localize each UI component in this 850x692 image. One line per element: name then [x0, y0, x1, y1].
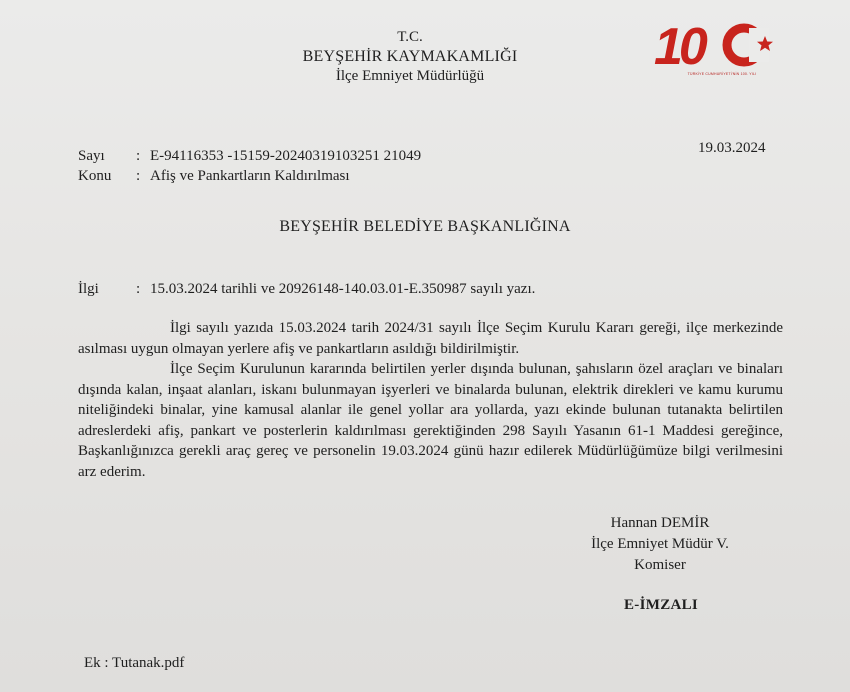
ilgi-label: İlgi — [78, 281, 99, 297]
letterhead-mudurluk: İlçe Emniyet Müdürlüğü — [335, 67, 485, 84]
sayi-colon: : — [136, 148, 141, 164]
ilgi-colon: : — [136, 281, 141, 297]
centennial-logo-caption: TÜRKİYE CUMHURİYETİ'NİN 100. YILI — [687, 72, 757, 76]
sayi-value: E-94116353 -15159-20240319103251 21049 — [150, 148, 422, 164]
signer-name: Hannan DEMİR — [610, 515, 710, 531]
letterhead-kaymakamlik: BEYŞEHİR KAYMAKAMLIĞI — [302, 47, 518, 65]
addressee: BEYŞEHİR BELEDİYE BAŞKANLIĞINA — [279, 218, 571, 235]
attachment-line: Ek : Tutanak.pdf — [84, 655, 185, 671]
konu-label: Konu — [78, 168, 112, 185]
document-date: 19.03.2024 — [698, 140, 766, 156]
letter-body — [78, 318, 783, 482]
body-paragraph-2: İlçe Seçim Kurulunun kararında belirtilen yerler dışında bulunan, şahısların özel araçları ve binaları dışında kalan, inşaat alanları, iskanı bulunmayan işyerleri ve binalarda bulunan, elektrik direkleri ve kamu kurumu niteliğindeki binalar, yine kamusal alanlar ile genel yollar ara yollarda, yazı ekinde bulunan tutanakta belirtilen adreslerdeki afiş, pankart ve posterlerin kaldırılması gerektiğinden 298 Sayılı Yasanın 61-1 Maddesi gereğince, Başkanlığınızca gerekli araç gereç ve personelin 19.03.2024 günü hazır edilerek Müdürlüğümüze bilgi verilmesini arz ederim. — [78, 361, 783, 480]
signer-title: İlçe Emniyet Müdür V. — [591, 536, 729, 552]
sayi-row — [78, 146, 421, 166]
letterhead-tc: T.C. — [397, 29, 423, 45]
konu-colon: : — [136, 168, 141, 185]
ilgi-row — [78, 281, 535, 298]
centennial-logo — [652, 14, 782, 84]
e-signature-mark: E-İMZALI — [624, 597, 699, 613]
sayi-label: Sayı — [78, 148, 105, 164]
centennial-logo-icon — [652, 14, 782, 72]
konu-row — [78, 166, 421, 186]
svg-text:10: 10 — [654, 18, 704, 72]
signature-block — [580, 513, 740, 576]
body-paragraph-1: İlgi sayılı yazıda 15.03.2024 tarih 2024/31 sayılı İlçe Seçim Kurulu Kararı gereği, ilçe merkezinde asılması uygun olmayan yerlere afiş ve pankartların asıldığı bildirilmiştir. — [78, 320, 783, 357]
ilgi-value: 15.03.2024 tarihli ve 20926148-140.03.01-E.350987 sayılı yazı. — [150, 281, 536, 297]
signer-rank: Komiser — [634, 557, 686, 573]
konu-value: Afiş ve Pankartların Kaldırılması — [150, 168, 350, 185]
document-meta — [78, 146, 421, 187]
